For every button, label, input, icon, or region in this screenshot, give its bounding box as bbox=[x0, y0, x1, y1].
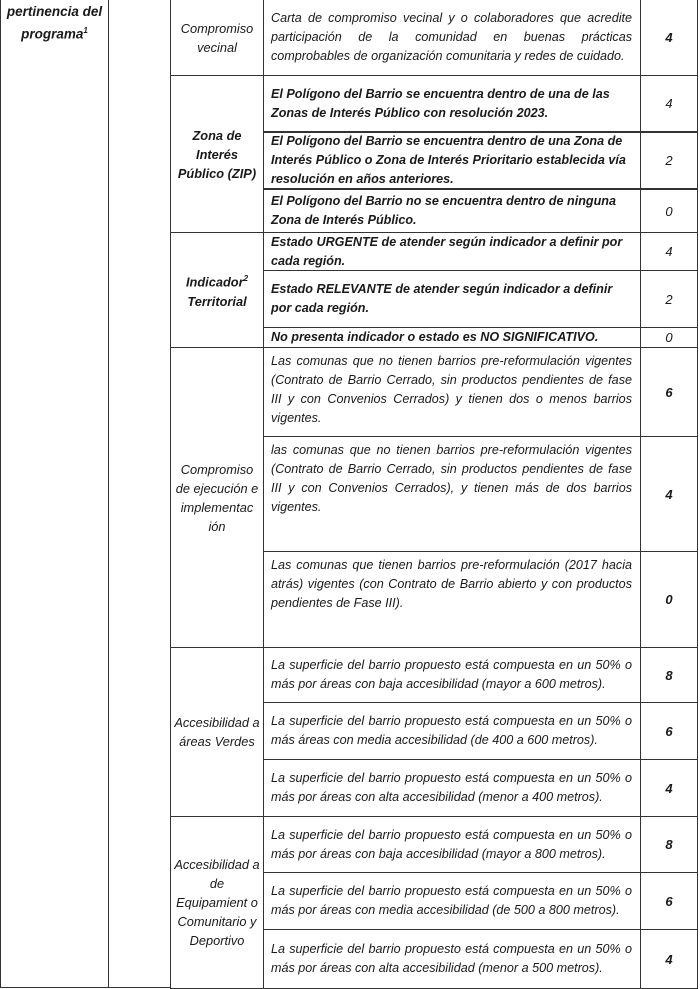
criterion-description bbox=[263, 929, 641, 989]
description-text: las comunas que no tienen barrios pre-reformulación vigentes (Contrato de Barrio Cerrado, sin productos pendientes de fase III y con Convenios Cerrados), y tienen más de dos barrios vigentes. bbox=[271, 443, 632, 514]
section-label bbox=[1, 2, 108, 44]
criterion-label bbox=[173, 855, 261, 950]
criterion-description bbox=[263, 816, 641, 873]
description-text: Carta de compromiso vecinal y o colaboradores que acredite participación de la comunidad en buenas prácticas comprobables de organización comunitaria y redes de cuidado. bbox=[271, 11, 632, 63]
score-value: 4 bbox=[665, 30, 673, 45]
description-text: El Polígono del Barrio se encuentra dentro de una de las Zonas de Interés Público con resolución 2023. bbox=[271, 86, 610, 120]
criterion-description bbox=[263, 872, 641, 930]
score-value: 8 bbox=[665, 837, 673, 852]
score-cell bbox=[640, 816, 698, 873]
criterion-text: Accesibilidad a áreas Verdes bbox=[174, 715, 260, 749]
description-text: El Polígono del Barrio no se encuentra dentro de ninguna Zona de Interés Público. bbox=[271, 194, 616, 227]
score-cell bbox=[640, 75, 698, 132]
footnote-marker: 2 bbox=[243, 274, 249, 284]
score-cell bbox=[640, 189, 698, 233]
score-value: 4 bbox=[665, 951, 673, 967]
criterion-text: Compromiso de ejecución e implementac ión bbox=[175, 461, 259, 534]
criterion-cell bbox=[170, 816, 264, 989]
description-text: La superficie del barrio propuesto está compuesta en un 50% o más por áreas con baja accesibilidad (mayor a 600 metros). bbox=[271, 658, 632, 691]
criterion-description bbox=[263, 551, 641, 648]
description-text: La superficie del barrio propuesto está compuesta en un 50% o más por áreas con baja accesibilidad (mayor a 800 metros). bbox=[271, 827, 632, 861]
score-value: 0 bbox=[665, 592, 673, 607]
description-text: No presenta indicador o estado es NO SIGNIFICATIVO. bbox=[271, 330, 599, 344]
criterion-description bbox=[263, 75, 641, 132]
description-text: La superficie del barrio propuesto está compuesta en un 50% o más áreas con media accesibilidad (de 400 a 600 metros). bbox=[271, 714, 632, 747]
criterion-description bbox=[263, 647, 641, 703]
criterion-description bbox=[263, 436, 641, 552]
score-cell bbox=[640, 270, 698, 328]
criterion-description bbox=[263, 189, 641, 233]
score-value: 0 bbox=[665, 330, 673, 345]
score-cell bbox=[640, 436, 698, 552]
criterion-text: Compromiso vecinal bbox=[180, 20, 254, 55]
description-text: La superficie del barrio propuesto está compuesta en un 50% o más por áreas con alta accesibilidad (menor a 500 metros). bbox=[271, 942, 632, 975]
score-value: 2 bbox=[665, 291, 673, 307]
score-cell bbox=[640, 232, 698, 271]
score-cell bbox=[640, 647, 698, 703]
description-text: Estado URGENTE de atender según indicador a definir por cada región. bbox=[271, 234, 623, 268]
criterion-description bbox=[263, 0, 641, 76]
criterion-cell bbox=[170, 232, 264, 348]
score-cell bbox=[640, 327, 698, 348]
score-cell bbox=[640, 132, 698, 189]
criterion-label bbox=[173, 126, 261, 183]
score-value: 0 bbox=[665, 203, 673, 219]
description-text: El Polígono del Barrio se encuentra dentro de una Zona de Interés Público o Zona de Interés Prioritario establecida vía resolución en años anteriores. bbox=[271, 134, 626, 186]
criterion-description bbox=[263, 132, 641, 189]
section-label-text: pertinencia del programa bbox=[6, 4, 103, 42]
criterion-label bbox=[173, 19, 261, 57]
score-cell bbox=[640, 0, 698, 76]
score-cell bbox=[640, 347, 698, 437]
criterion-text: Zona de Interés Público (ZIP) bbox=[177, 127, 257, 181]
description-text: La superficie del barrio propuesto está compuesta en un 50% o más por áreas con alta accesibilidad (menor a 400 metros). bbox=[271, 771, 632, 804]
description-text: La superficie del barrio propuesto está compuesta en un 50% o más por áreas con media accesibilidad (de 500 a 800 metros). bbox=[271, 884, 632, 917]
score-value: 2 bbox=[665, 153, 673, 168]
criterion-description bbox=[263, 702, 641, 760]
score-value: 4 bbox=[665, 780, 673, 796]
empty-column bbox=[108, 0, 171, 988]
score-value: 6 bbox=[665, 893, 673, 909]
score-value: 6 bbox=[665, 384, 673, 400]
criterion-label bbox=[186, 269, 248, 310]
criterion-text: Accesibilidad a de Equipamient o Comunitario y Deportivo bbox=[174, 857, 260, 948]
criterion-description bbox=[263, 270, 641, 328]
score-cell bbox=[640, 929, 698, 989]
score-value: 4 bbox=[665, 244, 673, 259]
criterion-cell bbox=[170, 647, 264, 817]
description-text: Las comunas que no tienen barrios pre-reformulación vigentes (Contrato de Barrio Cerrado, sin productos pendientes de fase III y con Convenios Cerrados) y tienen dos o menos barrios vigentes. bbox=[271, 354, 632, 425]
criterion-text-line2: Territorial bbox=[187, 293, 247, 309]
score-cell bbox=[640, 872, 698, 930]
criterion-label bbox=[173, 713, 261, 751]
score-cell bbox=[640, 551, 698, 648]
criterion-text: Indicador bbox=[185, 274, 244, 290]
score-value: 6 bbox=[665, 723, 673, 739]
score-value: 8 bbox=[665, 667, 673, 683]
criterion-description bbox=[263, 327, 641, 348]
score-cell bbox=[640, 759, 698, 817]
criterion-label bbox=[173, 460, 261, 536]
criterion-description bbox=[263, 759, 641, 817]
criterion-description bbox=[263, 347, 641, 437]
description-text: Estado RELEVANTE de atender según indicador a definir por cada región. bbox=[271, 282, 613, 315]
score-value: 4 bbox=[665, 96, 673, 111]
section-label-cell bbox=[0, 0, 109, 988]
criterion-cell bbox=[170, 75, 264, 233]
criterion-description bbox=[263, 232, 641, 271]
criterion-cell bbox=[170, 0, 264, 76]
score-cell bbox=[640, 702, 698, 760]
description-text: Las comunas que tienen barrios pre-reformulación (2017 hacia atrás) vigentes (con Contrato de Barrio abierto y con productos pendientes de Fase III). bbox=[271, 558, 632, 610]
footnote-marker: 1 bbox=[83, 26, 88, 35]
criterion-cell bbox=[170, 347, 264, 648]
score-value: 4 bbox=[665, 486, 673, 502]
